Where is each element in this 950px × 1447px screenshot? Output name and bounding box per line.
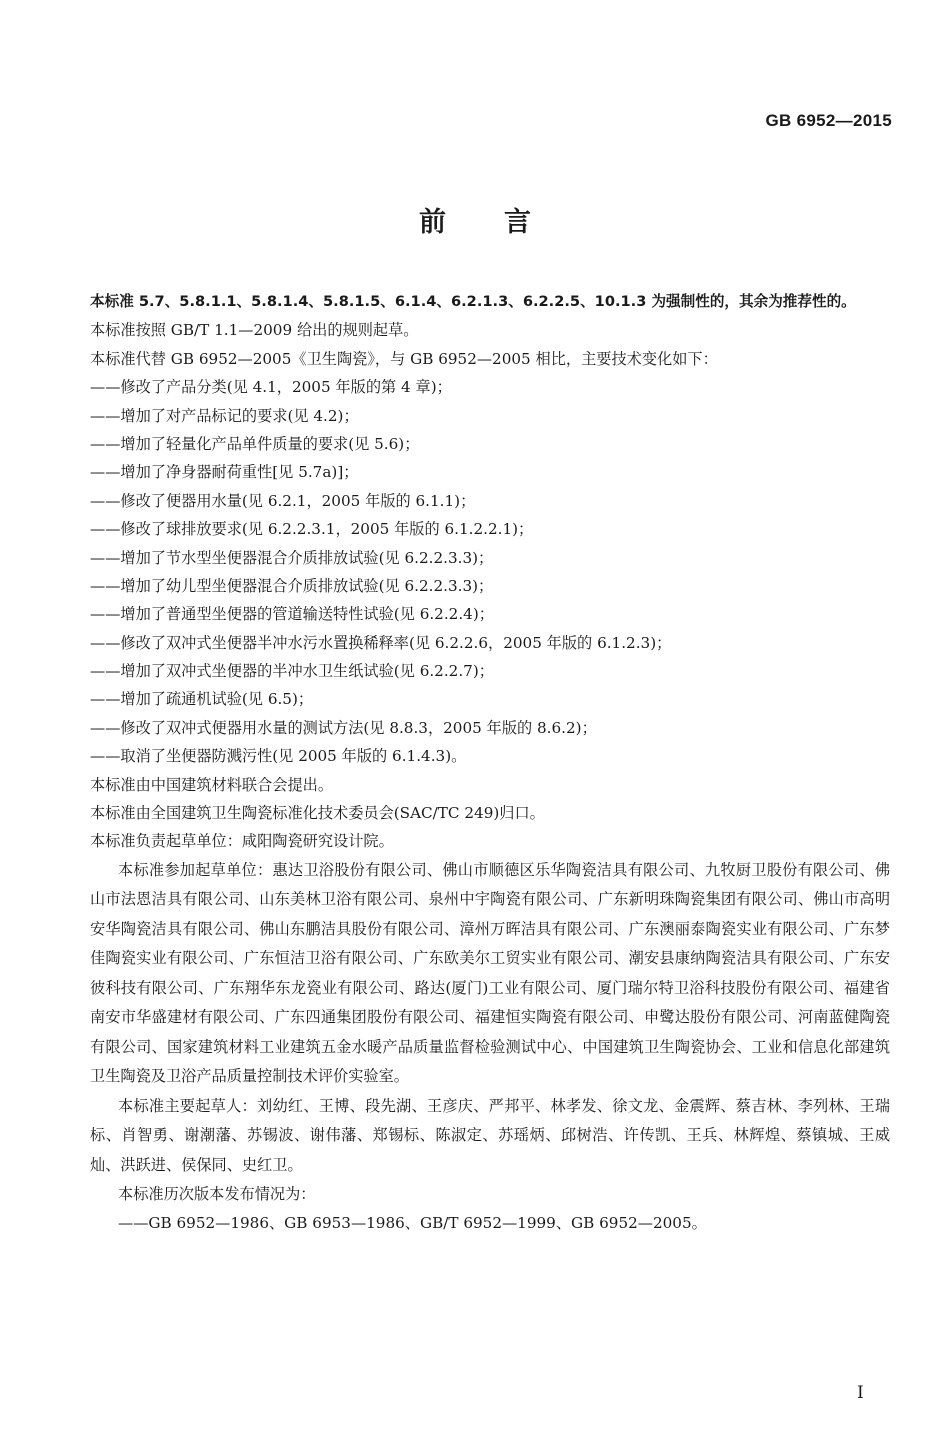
change-item: ——增加了普通型坐便器的管道输送特性试验(见 6.2.2.4)；	[90, 605, 494, 624]
drafting-rule: 本标准按照 GB/T 1.1—2009 给出的规则起草。	[90, 321, 419, 340]
change-item: ——增加了轻量化产品单件质量的要求(见 5.6)；	[90, 434, 420, 453]
responsible-unit: 本标准负责起草单位：咸阳陶瓷研究设计院。	[90, 832, 394, 851]
preface-body	[90, 288, 890, 1237]
change-item: ——取消了坐便器防溅污性(见 2005 年版的 6.1.4.3)。	[90, 747, 467, 766]
change-item: ——修改了便器用水量(见 6.2.1，2005 年版的 6.1.1)；	[90, 491, 476, 510]
change-item: ——修改了双冲式便器用水量的测试方法(见 8.8.3，2005 年版的 8.6.2)；	[90, 718, 597, 737]
change-item: ——修改了产品分类(见 4.1，2005 年版的第 4 章)；	[90, 378, 452, 397]
participating-units: 本标准参加起草单位：惠达卫浴股份有限公司、佛山市顺德区乐华陶瓷洁具有限公司、九牧厨卫股份有限公司、佛山市法恩洁具有限公司、山东美林卫浴有限公司、泉州中宇陶瓷有限公司、广东新明珠陶瓷集团有限公司、佛山市高明安华陶瓷洁具有限公司、佛山东鹏洁具股份有限公司、漳州万晖洁具有限公司、广东澳丽泰陶瓷实业有限公司、广东梦佳陶瓷实业有限公司、广东恒洁卫浴有限公司、广东欧美尔工贸实业有限公司、潮安县康纳陶瓷洁具有限公司、广东安彼科技有限公司、广东翔华东龙瓷业有限公司、路达(厦门)工业有限公司、厦门瑞尔特卫浴科技股份有限公司、福建省南安市华盛建材有限公司、广东四通集团股份有限公司、福建恒实陶瓷有限公司、申鹭达股份有限公司、河南蓝健陶瓷有限公司、国家建筑材料工业建筑五金水暖产品质量监督检验测试中心、中国建筑卫生陶瓷协会、工业和信息化部建筑卫生陶瓷及卫浴产品质量控制技术评价实验室。	[90, 860, 890, 1086]
change-item: ——增加了双冲式坐便器的半冲水卫生纸试验(见 6.2.2.7)；	[90, 662, 494, 681]
change-item: ——增加了疏通机试验(见 6.5)；	[90, 690, 314, 709]
change-item: ——修改了球排放要求(见 6.2.2.3.1，2005 年版的 6.1.2.2.1)；	[90, 520, 534, 539]
page-number: I	[857, 1383, 864, 1403]
proposed-by: 本标准由中国建筑材料联合会提出。	[90, 775, 333, 794]
page-title: 前言	[419, 207, 589, 238]
change-item: ——增加了净身器耐荷重性[见 5.7a)]；	[90, 463, 359, 482]
history-intro: 本标准历次版本发布情况为：	[118, 1185, 316, 1204]
change-item: ——增加了对产品标记的要求(见 4.2)；	[90, 406, 359, 425]
mandatory-clause: 本标准 5.7、5.8.1.1、5.8.1.4、5.8.1.5、6.1.4、6.2.1.3、6.2.2.5、10.1.3 为强制性的，其余为推荐性的。	[90, 293, 856, 310]
under-jurisdiction: 本标准由全国建筑卫生陶瓷标准化技术委员会(SAC/TC 249)归口。	[90, 804, 545, 823]
replaces-statement: 本标准代替 GB 6952—2005《卫生陶瓷》，与 GB 6952—2005 相比，主要技术变化如下：	[90, 349, 718, 368]
history-list: ——GB 6952—1986、GB 6953—1986、GB/T 6952—1999、GB 6952—2005。	[118, 1213, 707, 1232]
change-item: ——增加了幼儿型坐便器混合介质排放试验(见 6.2.2.3.3)；	[90, 576, 494, 595]
change-item: ——修改了双冲式坐便器半冲水污水置换稀释率(见 6.2.2.6，2005 年版的 6.1.2.3)；	[90, 633, 672, 652]
change-item: ——增加了节水型坐便器混合介质排放试验(见 6.2.2.3.3)；	[90, 548, 494, 567]
standard-number: GB 6952—2015	[765, 111, 892, 130]
main-drafters: 本标准主要起草人：刘幼红、王博、段先湖、王彦庆、严邦平、林孝发、徐文龙、金震辉、蔡吉林、李列林、王瑞标、肖智勇、谢潮藩、苏锡波、谢伟藩、郑锡标、陈淑定、苏瑶炳、邱树浩、许传凯、王兵、林辉煌、蔡镇城、王威灿、洪跃进、侯保同、史红卫。	[90, 1096, 890, 1174]
